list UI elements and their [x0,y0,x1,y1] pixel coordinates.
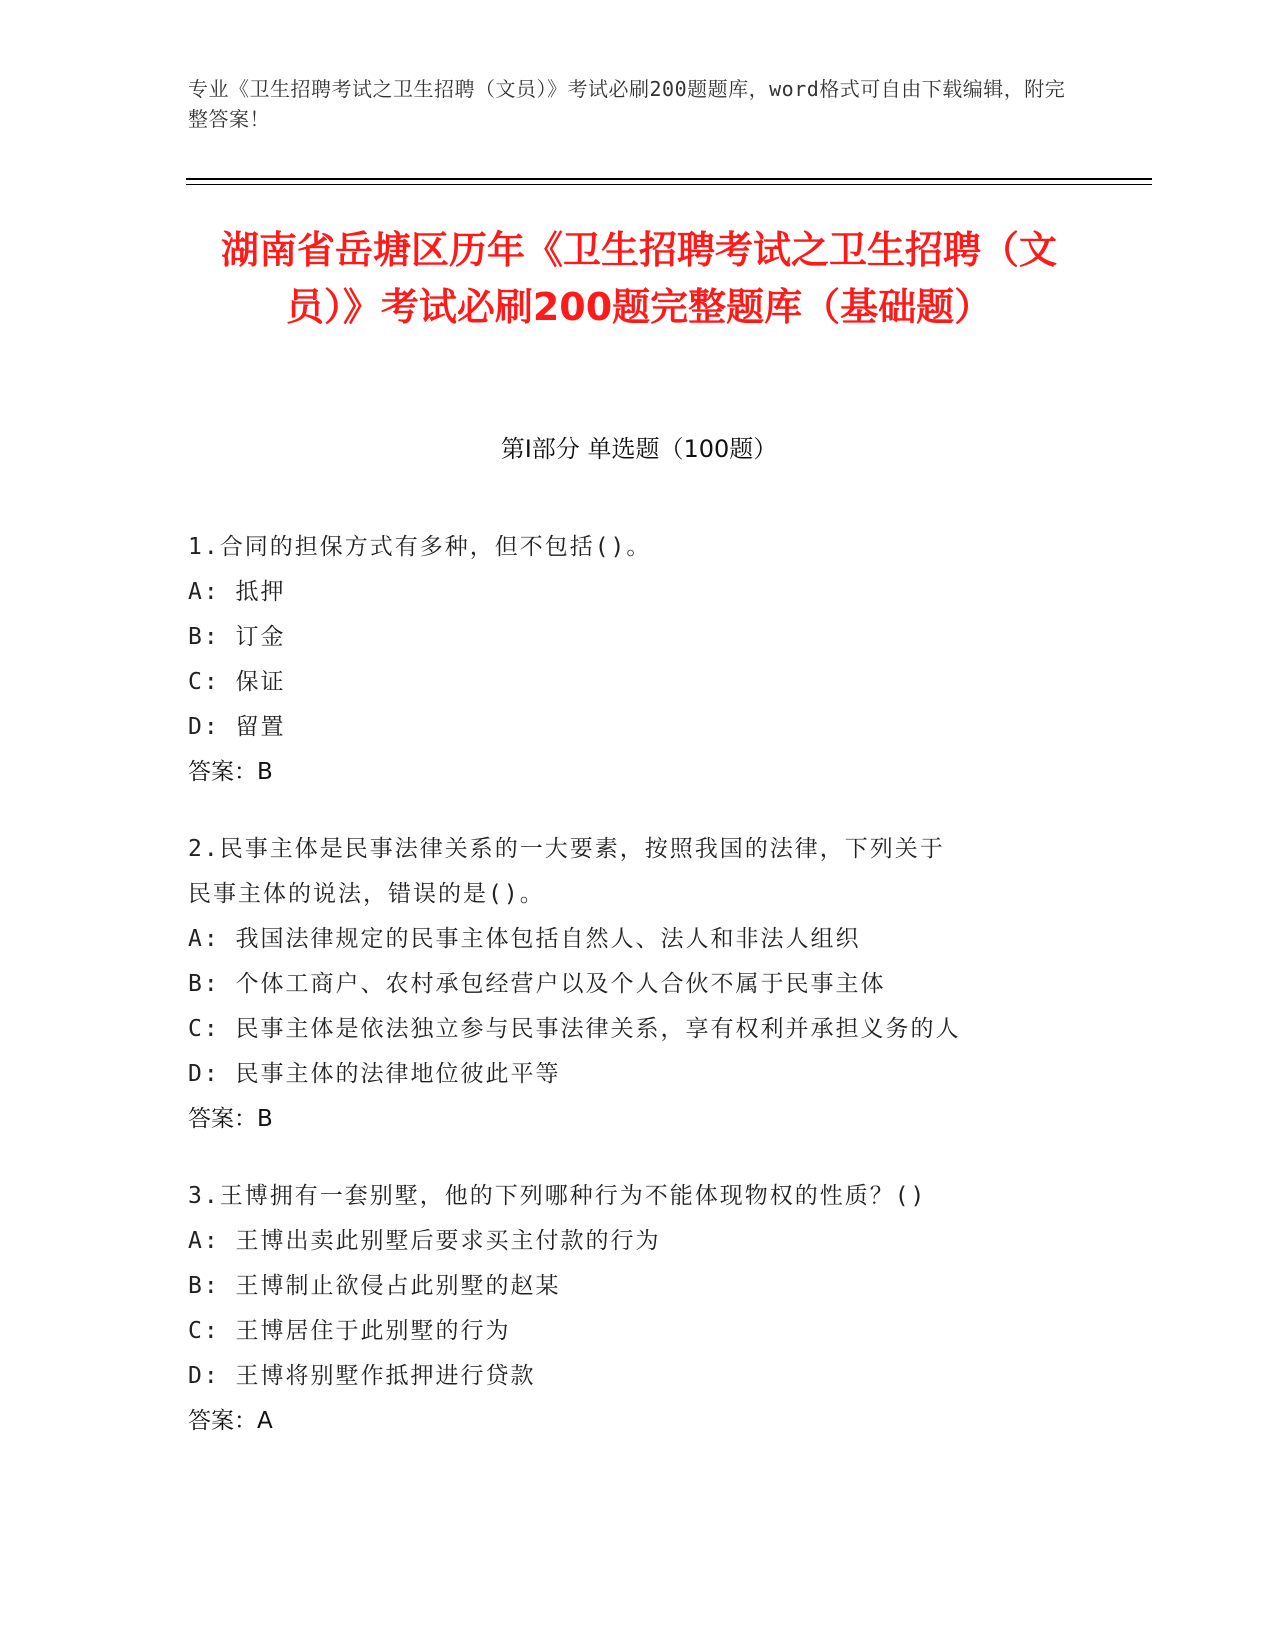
question-stem: 1.合同的担保方式有多种，但不包括()。 [188,534,652,560]
document-title: 湖南省岳塘区历年《卫生招聘考试之卫生招聘（文员）》考试必刷200题完整题库（基础题） [220,228,1057,329]
option-b: B: 王博制止欲侵占此别墅的赵某 [188,1273,561,1299]
question-list [188,525,1088,1476]
option-d: D: 留置 [188,714,286,740]
question-stem: 2.民事主体是民事法律关系的一大要素，按照我国的法律，下列关于 [188,836,945,862]
header-rule-thin [186,184,1152,185]
question-stem: 3.王博拥有一套别墅，他的下列哪种行为不能体现物权的性质？() [188,1183,927,1209]
option-d: D: 王博将别墅作抵押进行贷款 [188,1363,536,1389]
option-c: C: 保证 [188,669,286,695]
option-d: D: 民事主体的法律地位彼此平等 [188,1061,561,1087]
option-a: A: 我国法律规定的民事主体包括自然人、法人和非法人组织 [188,926,861,952]
question-1 [188,525,1088,795]
option-b: B: 个体工商户、农村承包经营户以及个人合伙不属于民事主体 [188,971,886,997]
option-c: C: 王博居住于此别墅的行为 [188,1318,511,1344]
option-a: A: 抵押 [188,579,286,605]
option-a: A: 王博出卖此别墅后要求买主付款的行为 [188,1228,661,1254]
header-note: 专业《卫生招聘考试之卫生招聘（文员）》考试必刷200题题库，word格式可自由下载编辑，附完整答案！ [188,77,1066,131]
option-c: C: 民事主体是依法独立参与民事法律关系，享有权利并承担义务的人 [188,1016,961,1042]
answer-line: 答案：B [188,759,273,785]
header-rule-thick [186,178,1152,180]
answer-line: 答案：A [188,1408,273,1434]
question-2 [188,827,1088,1142]
section-heading: 第I部分 单选题（100题） [500,435,778,463]
answer-line: 答案：B [188,1106,273,1132]
question-3 [188,1174,1088,1444]
option-b: B: 订金 [188,624,286,650]
question-stem-continued: 民事主体的说法，错误的是()。 [188,881,545,907]
